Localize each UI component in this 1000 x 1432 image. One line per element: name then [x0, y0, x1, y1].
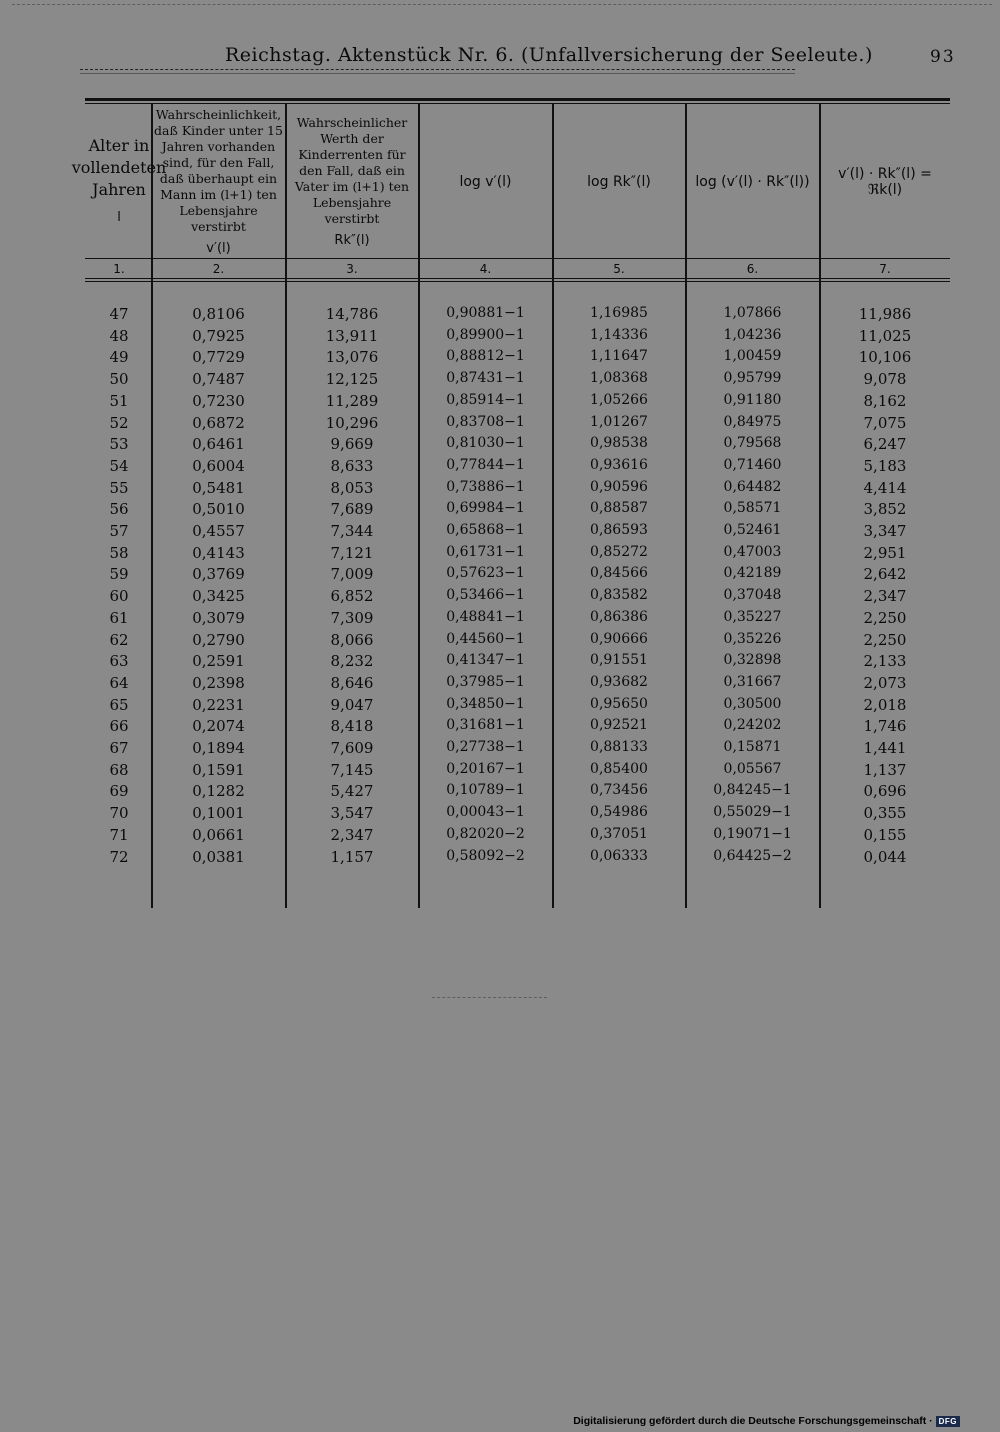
table-cell: 0,06333 — [590, 847, 648, 864]
table-row — [0, 674, 1000, 696]
table-row — [0, 587, 1000, 609]
footer-credit — [573, 1415, 960, 1427]
table-cell: 66 — [109, 717, 129, 736]
table-row — [0, 652, 1000, 674]
table-cell: 54 — [109, 456, 129, 475]
table-cell: 0,88133 — [590, 739, 648, 755]
table-cell: 58 — [109, 543, 129, 562]
table-cell: 0,85272 — [590, 543, 648, 560]
table-cell: 8,053 — [330, 478, 374, 497]
column-header-probability — [153, 108, 284, 256]
table-row — [0, 370, 1000, 392]
table-cell: 0,3079 — [192, 608, 245, 627]
table-cell: 0,52461 — [723, 522, 782, 538]
table-cell: 0,30500 — [723, 695, 782, 712]
table-cell: 8,646 — [330, 673, 374, 692]
table-cell: 0,93682 — [590, 673, 648, 690]
table-cell: 0,24202 — [723, 717, 782, 734]
table-cell: 0,93616 — [590, 456, 648, 473]
table-cell: 0,79568 — [723, 435, 782, 452]
top-edge-rule — [12, 4, 992, 5]
table-cell: 7,121 — [330, 543, 374, 562]
table-cell: 8,633 — [330, 456, 374, 475]
table-cell: 0,05567 — [723, 760, 782, 777]
table-cell: 11,025 — [858, 326, 912, 345]
table-cell: 0,58571 — [723, 500, 782, 517]
table-cell: 0,61731−1 — [446, 543, 525, 560]
column-header-log-product — [687, 108, 818, 256]
table-cell: 13,911 — [325, 326, 379, 345]
table-cell: 47 — [109, 305, 129, 323]
table-cell: 0,2398 — [192, 673, 245, 692]
table-row — [0, 479, 1000, 501]
table-row — [0, 305, 1000, 327]
table-cell: 0,58092−2 — [446, 847, 525, 864]
table-cell: 1,11647 — [590, 348, 648, 365]
table-cell: 0,0661 — [192, 825, 245, 844]
table-cell: 0,0381 — [192, 847, 245, 866]
column-header-label: log (v′(l) · Rk″(l)) — [695, 174, 810, 190]
table-cell: 0,10789−1 — [446, 782, 525, 799]
header-rule — [80, 69, 795, 70]
table-cell: 0,1894 — [192, 739, 245, 757]
table-cell: 8,418 — [330, 717, 374, 736]
table-cell: 0,88812−1 — [446, 348, 525, 365]
table-cell: 0,7487 — [192, 370, 245, 389]
table-cell: 2,018 — [863, 695, 907, 714]
dfg-logo-icon: DFG — [936, 1416, 960, 1427]
table-cell: 0,155 — [863, 825, 907, 844]
table-cell: 2,347 — [863, 587, 907, 606]
table-cell: 50 — [109, 370, 129, 389]
column-number: 5. — [613, 262, 625, 276]
table-cell: 0,2231 — [192, 695, 245, 714]
table-cell: 0,71460 — [723, 456, 782, 473]
column-header-rent-value — [287, 108, 417, 256]
table-cell: 0,90666 — [590, 630, 648, 647]
table-cell: 13,076 — [325, 348, 379, 367]
table-cell: 11,986 — [858, 305, 912, 323]
table-cell: 1,441 — [863, 739, 907, 757]
table-cell: 0,1591 — [192, 760, 245, 779]
table-cell: 0,8106 — [192, 305, 245, 323]
table-cell: 2,250 — [863, 608, 907, 627]
table-cell: 0,47003 — [723, 543, 782, 560]
table-cell: 0,355 — [863, 804, 907, 823]
table-cell: 0,87431−1 — [446, 370, 525, 387]
column-header-label: log v′(l) — [459, 174, 512, 190]
table-cell: 0,64482 — [723, 478, 782, 495]
table-cell: 8,162 — [863, 391, 907, 410]
table-cell: 0,88587 — [590, 500, 648, 517]
table-cell: 0,90596 — [590, 478, 648, 495]
table-cell: 10,106 — [858, 348, 912, 367]
table-cell: 10,296 — [325, 413, 379, 432]
table-cell: 0,35226 — [723, 630, 782, 647]
table-cell: 0,37051 — [590, 825, 648, 842]
header-rule-secondary — [80, 73, 795, 74]
table-cell: 55 — [109, 478, 129, 497]
column-header-log-v — [420, 108, 551, 256]
table-cell: 57 — [109, 522, 129, 540]
table-row — [0, 544, 1000, 566]
table-cell: 9,047 — [330, 695, 374, 714]
table-cell: 1,07866 — [723, 305, 782, 321]
table-cell: 0,73886−1 — [446, 478, 525, 495]
table-row — [0, 392, 1000, 414]
table-cell: 0,1001 — [192, 804, 245, 823]
table-cell: 5,427 — [330, 782, 374, 801]
table-cell: 0,6872 — [192, 413, 245, 432]
table-cell: 0,83582 — [590, 587, 648, 604]
table-cell: 4,414 — [863, 478, 907, 497]
table-cell: 61 — [109, 608, 129, 627]
table-cell: 0,84975 — [723, 413, 782, 430]
table-cell: 0,69984−1 — [446, 500, 525, 517]
table-cell: 0,5481 — [192, 478, 245, 497]
table-cell: 64 — [109, 673, 129, 692]
column-header-label: Wahrscheinlicher Werth der Kinderrenten für den Fall, daß ein Vater im (l+1) ten Lebensjahre verstirbt — [294, 115, 410, 226]
table-cell: 14,786 — [325, 305, 379, 323]
column-header-log-r — [554, 108, 684, 256]
footer-text: Digitalisierung gefördert durch die Deutsche Forschungsgemeinschaft · — [573, 1415, 933, 1427]
table-cell: 0,86593 — [590, 522, 648, 538]
scan-artifact-rule — [432, 997, 547, 998]
table-cell: 0,4557 — [192, 522, 245, 540]
table-cell: 7,009 — [330, 565, 374, 584]
column-number: 4. — [479, 262, 492, 276]
table-row — [0, 457, 1000, 479]
table-cell: 56 — [109, 500, 129, 519]
table-cell: 8,066 — [330, 630, 374, 649]
table-row — [0, 739, 1000, 761]
table-cell: 0,48841−1 — [446, 608, 525, 625]
table-cell: 0,57623−1 — [446, 565, 525, 582]
table-cell: 2,347 — [330, 825, 374, 844]
table-cell: 1,08368 — [590, 370, 648, 387]
table-cell: 0,85914−1 — [446, 391, 525, 408]
table-cell: 7,309 — [330, 608, 374, 627]
table-cell: 2,951 — [863, 543, 907, 562]
table-cell: 6,852 — [330, 587, 374, 606]
table-row — [0, 631, 1000, 653]
column-header-symbol: v′(l) — [206, 241, 231, 256]
table-cell: 0,77844−1 — [446, 456, 525, 473]
column-number: 2. — [212, 262, 225, 276]
table-cell: 12,125 — [325, 370, 379, 389]
table-cell: 5,183 — [863, 456, 907, 475]
table-cell: 0,044 — [863, 847, 907, 866]
table-cell: 65 — [109, 695, 129, 714]
column-header-product — [821, 108, 949, 256]
table-cell: 0,5010 — [192, 500, 245, 519]
table-cell: 60 — [109, 587, 129, 606]
table-row — [0, 327, 1000, 349]
table-cell: 0,15871 — [723, 739, 782, 755]
table-row — [0, 522, 1000, 544]
table-cell: 48 — [109, 326, 129, 345]
table-cell: 7,145 — [330, 760, 374, 779]
table-cell: 0,95650 — [590, 695, 648, 712]
table-cell: 0,6004 — [192, 456, 245, 475]
table-cell: 0,3425 — [192, 587, 245, 606]
table-row — [0, 348, 1000, 370]
table-cell: 0,37985−1 — [446, 673, 525, 690]
table-top-rule — [85, 98, 950, 101]
table-cell: 7,609 — [330, 739, 374, 757]
table-cell: 0,65868−1 — [446, 522, 525, 538]
table-cell: 0,73456 — [590, 782, 648, 799]
table-cell: 0,34850−1 — [446, 695, 525, 712]
column-header-symbol: Rk″(l) — [334, 233, 370, 248]
table-cell: 2,250 — [863, 630, 907, 649]
table-cell: 0,37048 — [723, 587, 782, 604]
column-number: 3. — [346, 262, 358, 276]
table-cell: 0,53466−1 — [446, 587, 525, 604]
table-cell: 0,31681−1 — [446, 717, 525, 734]
table-row — [0, 565, 1000, 587]
table-row — [0, 848, 1000, 870]
table-cell: 0,20167−1 — [446, 760, 525, 777]
table-cell: 9,078 — [863, 370, 907, 389]
table-cell: 67 — [109, 739, 129, 757]
table-cell: 0,91180 — [723, 391, 782, 408]
table-cell: 70 — [109, 804, 129, 823]
table-cell: 11,289 — [325, 391, 379, 410]
table-cell: 59 — [109, 565, 129, 584]
table-cell: 0,00043−1 — [446, 804, 525, 821]
table-cell: 72 — [109, 847, 129, 866]
table-row — [0, 414, 1000, 436]
column-number: 1. — [113, 262, 125, 276]
table-cell: 0,7925 — [192, 326, 245, 345]
table-cell: 0,95799 — [723, 370, 782, 387]
table-cell: 1,00459 — [723, 348, 782, 365]
table-cell: 68 — [109, 760, 129, 779]
table-cell: 0,98538 — [590, 435, 648, 452]
table-cell: 0,35227 — [723, 608, 782, 625]
table-cell: 0,31667 — [723, 673, 782, 690]
table-cell: 0,90881−1 — [446, 305, 525, 321]
table-cell: 0,64425−2 — [713, 847, 792, 864]
table-cell: 0,44560−1 — [446, 630, 525, 647]
column-header-label: v′(l) · Rk″(l) = ℜk(l) — [838, 166, 932, 198]
table-cell: 0,92521 — [590, 717, 648, 734]
table-cell: 2,073 — [863, 673, 907, 692]
table-cell: 0,6461 — [192, 435, 245, 454]
table-cell: 2,642 — [863, 565, 907, 584]
table-cell: 0,82020−2 — [446, 825, 525, 842]
table-row — [0, 804, 1000, 826]
table-cell: 0,7230 — [192, 391, 245, 410]
page-number: 93 — [930, 47, 956, 67]
table-row — [0, 761, 1000, 783]
table-cell: 7,344 — [330, 522, 374, 540]
table-cell: 0,19071−1 — [713, 825, 792, 842]
table-cell: 0,83708−1 — [446, 413, 525, 430]
table-cell: 0,27738−1 — [446, 739, 525, 755]
column-number: 7. — [879, 262, 891, 276]
table-cell: 1,14336 — [590, 326, 648, 343]
table-cell: 6,247 — [863, 435, 907, 454]
table-cell: 1,746 — [863, 717, 907, 736]
table-cell: 3,852 — [863, 500, 907, 519]
table-cell: 0,2591 — [192, 652, 245, 671]
column-header-symbol: l — [117, 210, 121, 225]
table-cell: 53 — [109, 435, 129, 454]
table-cell: 0,1282 — [192, 782, 245, 801]
table-cell: 1,157 — [330, 847, 374, 866]
table-cell: 0,85400 — [590, 760, 648, 777]
table-row — [0, 717, 1000, 739]
table-cell: 0,4143 — [192, 543, 245, 562]
table-cell: 3,547 — [330, 804, 374, 823]
table-cell: 0,91551 — [590, 652, 648, 669]
table-row — [0, 609, 1000, 631]
table-row — [0, 782, 1000, 804]
table-cell: 0,2074 — [192, 717, 245, 736]
table-cell: 1,04236 — [723, 326, 782, 343]
table-cell: 62 — [109, 630, 129, 649]
table-cell: 0,54986 — [590, 804, 648, 821]
table-row — [0, 826, 1000, 848]
table-cell: 1,05266 — [590, 391, 648, 408]
table-cell: 9,669 — [330, 435, 374, 454]
table-cell: 63 — [109, 652, 129, 671]
table-cell: 0,84245−1 — [713, 782, 792, 799]
table-row — [0, 696, 1000, 718]
table-cell: 51 — [109, 391, 129, 410]
table-cell: 1,01267 — [590, 413, 648, 430]
table-cell: 0,42189 — [723, 565, 782, 582]
table-cell: 0,32898 — [723, 652, 782, 669]
column-header-label: Wahrscheinlichkeit, daß Kinder unter 15 Jahren vorhanden sind, für den Fall, daß überhaupt ein Mann im (l+1) ten Lebensjahre verstirbt — [154, 107, 283, 234]
table-cell: 8,232 — [330, 652, 374, 671]
column-header-label: Alter in vollendeten Jahren — [71, 136, 167, 199]
column-header-age — [71, 108, 167, 256]
column-number: 6. — [746, 262, 759, 276]
table-cell: 0,2790 — [192, 630, 245, 649]
table-cell: 3,347 — [863, 522, 907, 540]
table-cell: 49 — [109, 348, 129, 367]
table-row — [0, 435, 1000, 457]
table-cell: 0,84566 — [590, 565, 648, 582]
table-row — [0, 500, 1000, 522]
table-cell: 52 — [109, 413, 129, 432]
page-header-title: Reichstag. Aktenstück Nr. 6. (Unfallversicherung der Seeleute.) — [225, 44, 873, 66]
table-cell: 69 — [109, 782, 129, 801]
table-cell: 7,689 — [330, 500, 374, 519]
table-cell: 0,89900−1 — [446, 326, 525, 343]
table-cell: 0,41347−1 — [446, 652, 525, 669]
table-cell: 1,137 — [863, 760, 907, 779]
table-cell: 2,133 — [863, 652, 907, 671]
table-cell: 0,696 — [863, 782, 907, 801]
table-cell: 0,3769 — [192, 565, 245, 584]
table-cell: 0,55029−1 — [713, 804, 792, 821]
column-header-label: log Rk″(l) — [587, 174, 651, 190]
table-cell: 71 — [109, 825, 129, 844]
table-cell: 0,81030−1 — [446, 435, 525, 452]
table-cell: 0,86386 — [590, 608, 648, 625]
table-cell: 0,7729 — [192, 348, 245, 367]
table-cell: 1,16985 — [590, 305, 648, 321]
table-cell: 7,075 — [863, 413, 907, 432]
